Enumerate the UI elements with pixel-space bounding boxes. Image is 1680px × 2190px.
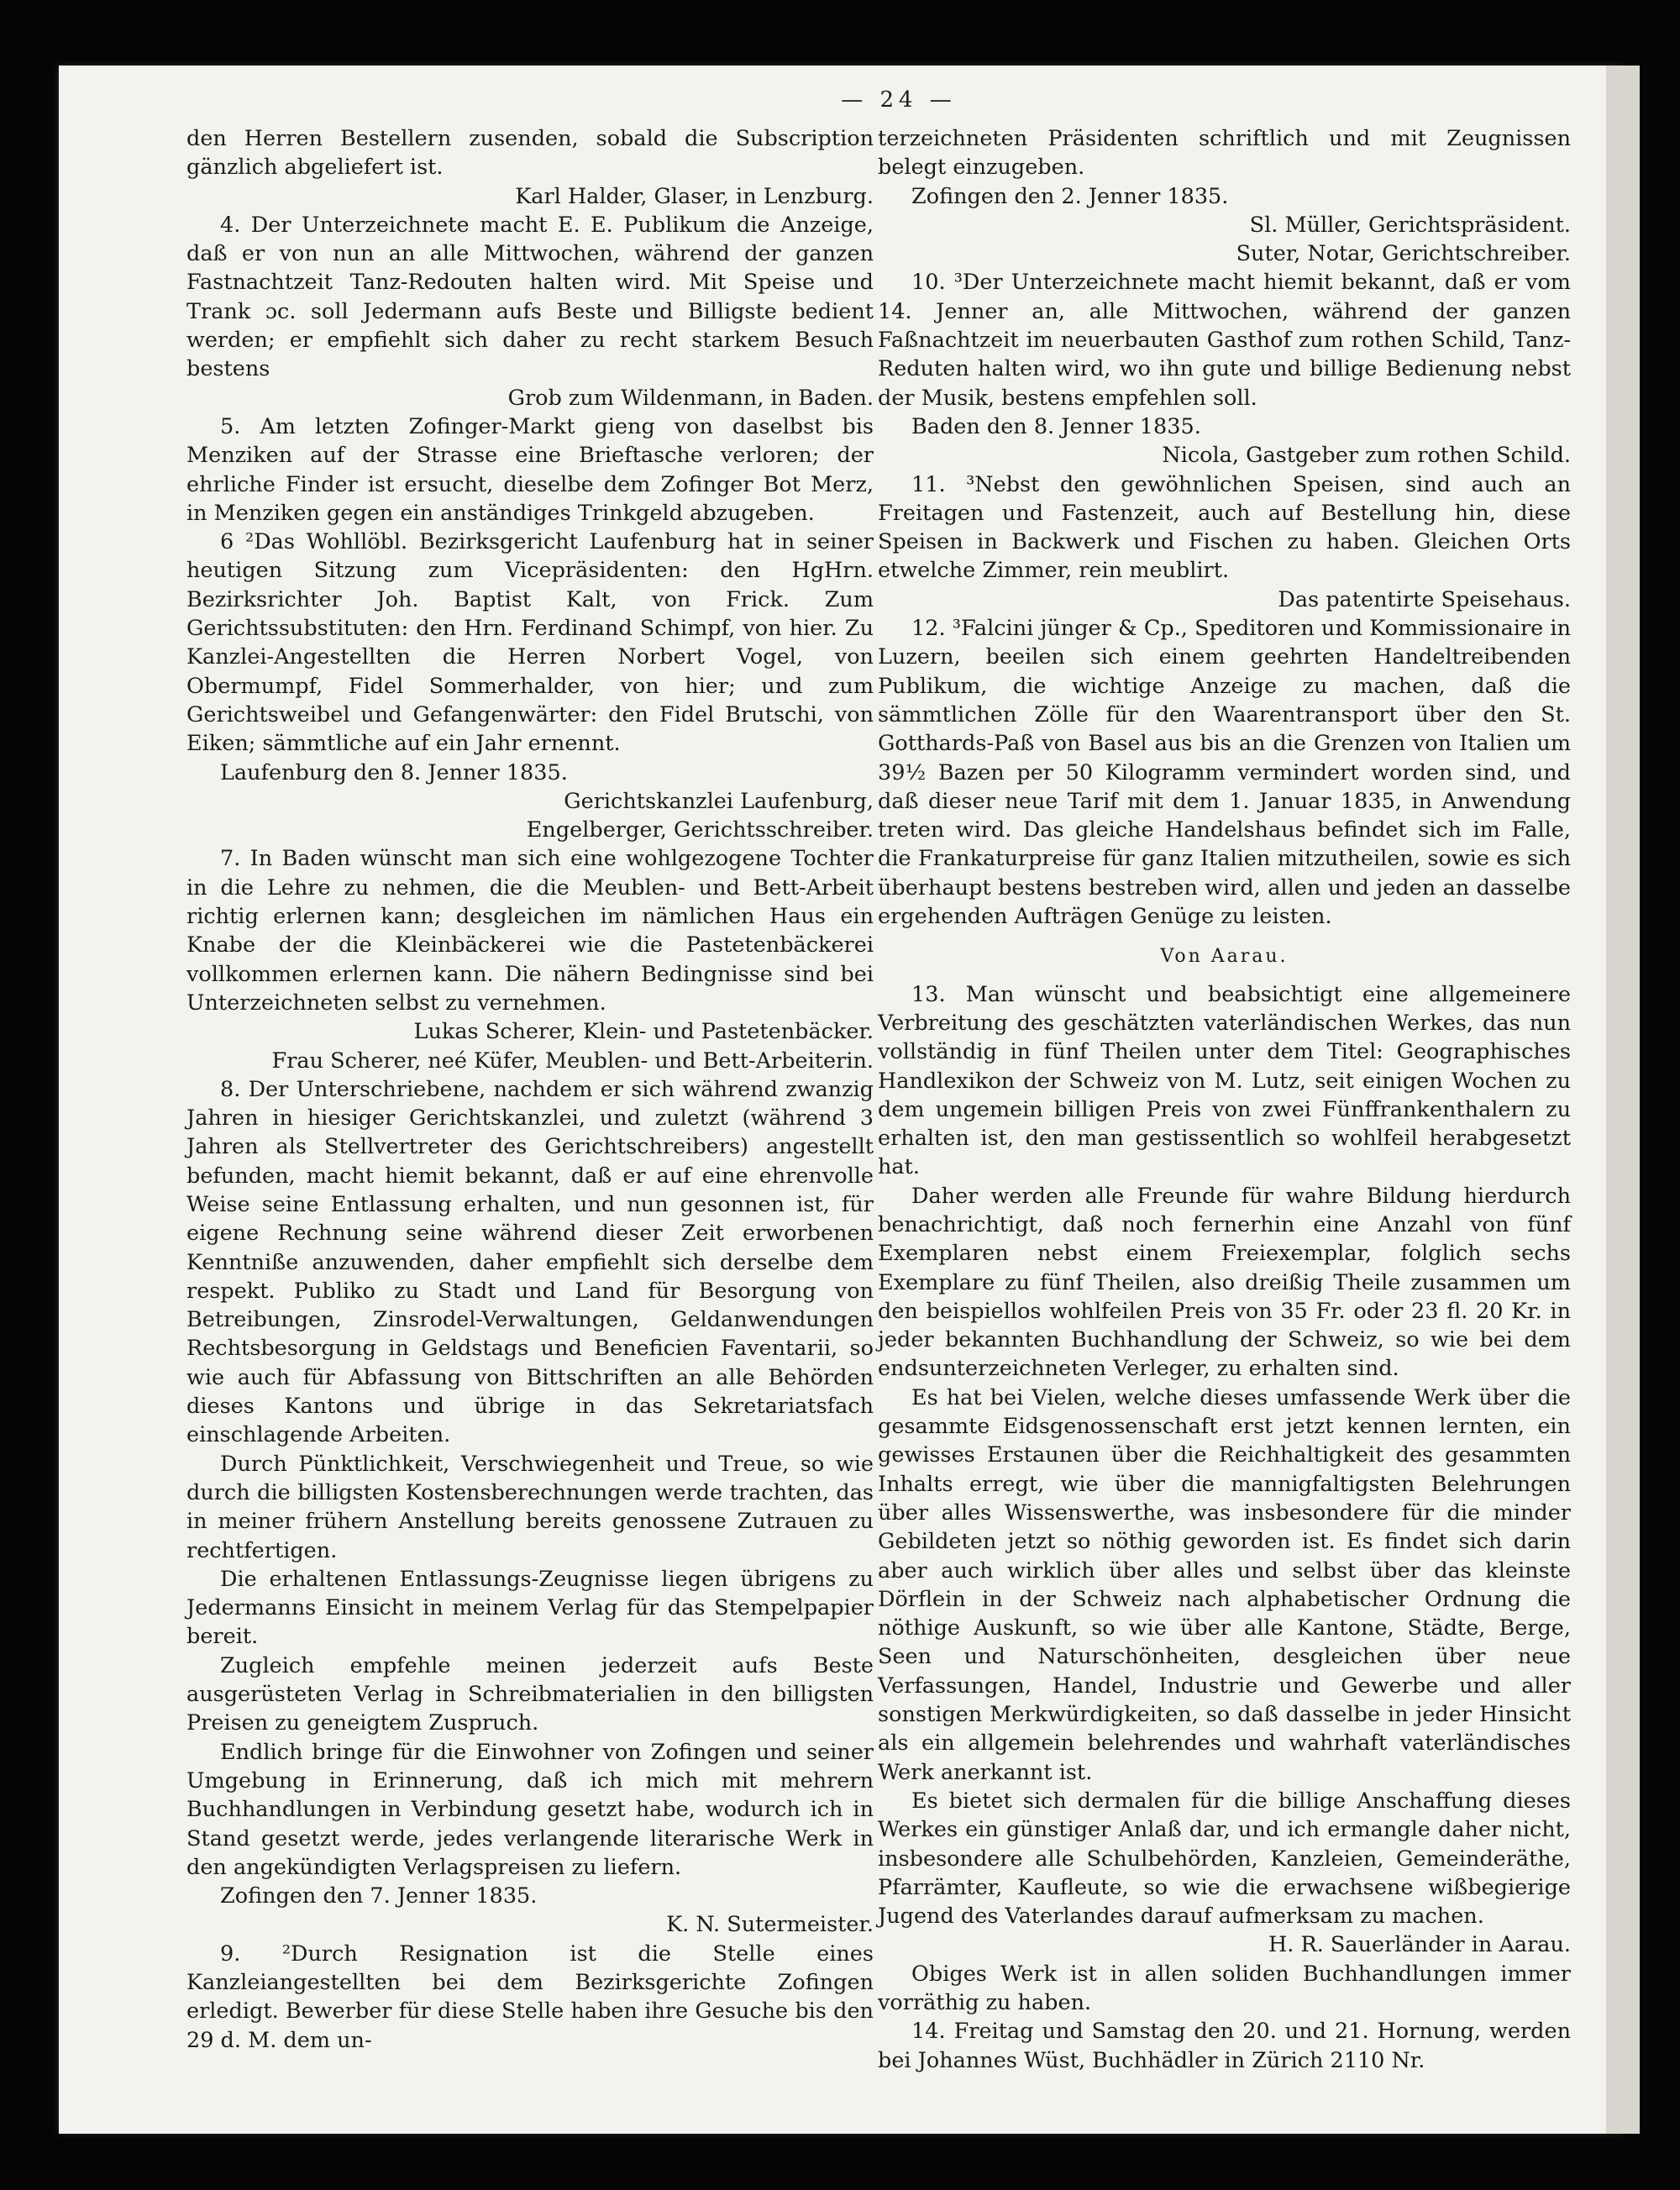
right-paragraph-6: Nicola, Gastgeber zum rothen Schild. xyxy=(1162,443,1571,469)
left-paragraph-8: Engelberger, Gerichtsschreiber. xyxy=(526,817,874,843)
left-paragraph-14: Die erhaltenen Entlassungs-Zeugnisse liegen übrigens zu Jedermanns Einsicht in meinem Verlag für das Stempelpapier bereit. xyxy=(186,1566,874,1650)
left-paragraph-17: Zofingen den 7. Jenner 1835. xyxy=(220,1883,538,1909)
left-paragraph-4: 5. Am letzten Zofinger-Markt gieng von daselbst bis Menziken auf der Strasse eine Brieftasche verloren; der ehrliche Finder ist ersucht, dieselbe dem Zofinger Bot Merz, in Menziken gegen ein anständiges Trinkgeld abzugeben. xyxy=(186,413,874,526)
right-paragraph-9: 12. ³Falcini jünger & Cp., Speditoren und Kommissionaire in Luzern, beeilen sich einem geehrten Handeltreibenden Publikum, die wichtige Anzeige zu machen, daß die sämmtlichen Zölle für den Waarentransport über den St. Gotthards-Paß von Basel aus bis an die Grenzen von Italien um 39½ Bazen per 50 Kilogramm vermindert worden sind, und daß dieser neue Tarif mit dem 1. Januar 1835, in Anwendung treten wird. Das gleiche Handelshaus befindet sich im Falle, die Frankaturpreise für ganz Italien mitzutheilen, sowie es sich überhaupt bestens bestreben wird, allen und jeden an dasselbe ergehenden Aufträgen Genüge zu leisten. xyxy=(878,616,1571,930)
left-paragraph-11: Frau Scherer, neé Küfer, Meublen- und Bett-Arbeiterin. xyxy=(271,1048,874,1074)
left-paragraph-2: 4. Der Unterzeichnete macht E. E. Publikum die Anzeige, daß er von nun an alle Mittwochen, während der ganzen Fastnachtzeit Tanz-Redouten halten wird. Mit Speise und Trank ɔc. soll Jedermann aufs Beste und Billigste bedient werden; er empfiehlt sich daher zu recht starkem Besuch bestens xyxy=(186,212,874,382)
left-paragraph-9: 7. In Baden wünscht man sich eine wohlgezogene Tochter in die Lehre zu nehmen, die die Meublen- und Bett-Arbeit richtig erlernen kann; desgleichen im nämlichen Haus ein Knabe der die Kleinbäckerei wie die Pastetenbäckerei vollkommen erlernen kann. Die nähern Bedingnisse sind bei Unterzeichneten selbst zu vernehmen. xyxy=(186,846,874,1016)
left-paragraph-3: Grob zum Wildenmann, in Baden. xyxy=(507,385,874,411)
right-paragraph-15: H. R. Sauerländer in Aarau. xyxy=(1268,1932,1571,1958)
right-paragraph-4: 10. ³Der Unterzeichnete macht hiemit bekannt, daß er vom 14. Jenner an, alle Mittwochen, während der ganzen Faßnachtzeit im neuerbauten Gasthof zum rothen Schild, Tanz-Reduten halten wird, wo ihn gute und billige Bedienung nebst der Musik, bestens empfehlen soll. xyxy=(878,270,1571,411)
left-paragraph-1: Karl Halder, Glaser, in Lenzburg. xyxy=(515,183,874,209)
right-paragraph-12: Daher werden alle Freunde für wahre Bildung hierdurch benachrichtigt, daß noch fernerhin eine Anzahl von fünf Exemplaren nebst einem Freiexemplar, folglich sechs Exemplare zu fünf Theilen, also dreißig Theile zusammen um den beispiellos wohlfeilen Preis von 35 Fr. oder 23 fl. 20 Kr. in jeder bekannten Buchhandlung der Schweiz, so wie bei dem endsunterzeichneten Verleger, zu erhalten sind. xyxy=(878,1183,1571,1382)
next-page-edge xyxy=(1606,66,1640,2134)
right-paragraph-16: Obiges Werk ist in allen soliden Buchhandlungen immer vorräthig zu haben. xyxy=(878,1961,1571,2015)
left-paragraph-6: Laufenburg den 8. Jenner 1835. xyxy=(220,759,568,785)
right-paragraph-11: 13. Man wünscht und beabsichtigt eine allgemeinere Verbreitung des geschätzten vaterländischen Werkes, das nun vollständig in fünf Theilen unter dem Titel: Geographisches Handlexikon der Schweiz von M. Lutz, seit einigen Wochen zu dem ungemein billigen Preis von zwei Fünffrankenthalern zu erhalten ist, den man gestissentlich so wohlfeil herabgesetzt hat. xyxy=(878,981,1571,1180)
right-paragraph-14: Es bietet sich dermalen für die billige Anschaffung dieses Werkes ein günstiger Anlaß dar, und ich ermangle daher nicht, insbesondere alle Schulbehörden, Kanzleien, Gemeinderäthe, Pfarrämter, Kaufleute, so wie die erwachsene wißbegierige Jugend des Vaterlandes darauf aufmerksam zu machen. xyxy=(878,1788,1571,1930)
right-paragraph-3: Suter, Notar, Gerichtschreiber. xyxy=(1236,241,1571,267)
right-paragraph-0: terzeichneten Präsidenten schriftlich und mit Zeugnissen belegt einzugeben. xyxy=(878,126,1571,181)
right-paragraph-13: Es hat bei Vielen, welche dieses umfassende Werk über die gesammte Eidsgenossenschaft erst jetzt kennen lernten, ein gewisses Erstaunen über die Reichhaltigkeit des gesammten Inhalts erregt, wie über die mannigfaltigsten Belehrungen über alles Wissenswerthe, was insbesondere für die minder Gebildeten jetzt so nöthig geworden ist. Es findet sich darin aber auch wirklich über alles und selbst über das kleinste Dörflein in der Schweiz nach alphabetischer Ordnung die nöthige Auskunft, so wie über alle Kantone, Städte, Berge, Seen und Naturschönheiten, desgleichen über neue Verfassungen, Handel, Industrie und Gewerbe und aller sonstigen Merkwürdigkeiten, so daß dasselbe in jeder Hinsicht als ein allgemein belehrendes und wahrhaft vaterländisches Werk anerkannt ist. xyxy=(878,1384,1571,1785)
right-paragraph-7: 11. ³Nebst den gewöhnlichen Speisen, sind auch an Freitagen und Fastenzeit, auch auf Bestellung hin, diese Speisen in Backwerk und Fischen zu haben. Gleichen Orts etwelche Zimmer, rein meublirt. xyxy=(878,471,1571,584)
left-paragraph-13: Durch Pünktlichkeit, Verschwiegenheit und Treue, so wie durch die billigsten Kostensberechnungen werde trachten, das in meiner frühern Anstellung bereits genossene Zutrauen zu rechtfertigen. xyxy=(186,1451,874,1563)
left-paragraph-10: Lukas Scherer, Klein- und Pastetenbäcker. xyxy=(413,1019,874,1045)
left-paragraph-19: 9. ²Durch Resignation ist die Stelle eines Kanzleiangestellten bei dem Bezirksgerichte Zofingen erledigt. Bewerber für diese Stelle haben ihre Gesuche bis den 29 d. M. dem un- xyxy=(186,1941,874,2053)
right-paragraph-8: Das patentirte Speisehaus. xyxy=(1278,586,1571,612)
right-paragraph-17: 14. Freitag und Samstag den 20. und 21. Hornung, werden bei Johannes Wüst, Buchhädler in Zürich 2110 Nr. xyxy=(878,2019,1571,2073)
left-paragraph-5: 6 ²Das Wohllöbl. Bezirksgericht Laufenburg hat in seiner heutigen Sitzung zum Vicepräsidenten: den HgHrn. Bezirksrichter Joh. Baptist Kalt, von Frick. Zum Gerichtssubstituten: den Hrn. Ferdinand Schimpf, von hier. Zu Kanzlei-Angestellten die Herren Norbert Vogel, von Obermumpf, Fidel Sommerhalder, von hier; und zum Gerichtsweibel und Gefangenwärter: den Fidel Brutschi, von Eiken; sämmtliche auf ein Jahr ernennt. xyxy=(186,529,874,757)
left-paragraph-7: Gerichtskanzlei Laufenburg, xyxy=(564,788,874,814)
left-paragraph-16: Endlich bringe für die Einwohner von Zofingen und seiner Umgebung in Erinnerung, daß ich mich mit mehrern Buchhandlungen in Verbindung gesetzt habe, wodurch ich in Stand gesetzt werde, jedes verlangende literarische Werk in den angekündigten Verlagspreisen zu liefern. xyxy=(186,1739,874,1880)
right-column xyxy=(878,124,1571,2075)
left-paragraph-12: 8. Der Unterschriebene, nachdem er sich während zwanzig Jahren in hiesiger Gerichtskanzlei, und zuletzt (während 3 Jahren als Stellvertreter des Gerichtschreibers) angestellt befunden, macht hiemit bekannt, daß er auf eine ehrenvolle Weise seine Entlassung erhalten, und nun gesonnen ist, für eigene Rechnung seine während dieser Zeit erworbenen Kenntniße anzuwenden, daher empfiehlt sich derselbe dem respekt. Publiko zu Stadt und Land für Besorgung von Betreibungen, Zinsrodel-Verwaltungen, Geldanwendungen Rechtsbesorgung in Geldstags und Beneficien Faventarii, so wie auch für Abfassung von Bittschriften an alle Behörden dieses Kantons und übrige in das Sekretariatsfach einschlagende Arbeiten. xyxy=(186,1076,874,1448)
page-number: — 24 — xyxy=(841,87,957,113)
right-paragraph-5: Baden den 8. Jenner 1835. xyxy=(911,413,1201,439)
left-paragraph-0: den Herren Bestellern zusenden, sobald die Subscription gänzlich abgeliefert ist. xyxy=(186,126,874,181)
left-paragraph-18: K. N. Sutermeister. xyxy=(666,1912,874,1938)
left-column xyxy=(186,124,874,2055)
right-paragraph-10: Von Aarau. xyxy=(1160,946,1289,968)
right-paragraph-1: Zofingen den 2. Jenner 1835. xyxy=(911,183,1229,209)
right-paragraph-2: Sl. Müller, Gerichtspräsident. xyxy=(1249,212,1571,238)
left-paragraph-15: Zugleich empfehle meinen jederzeit aufs Beste ausgerüsteten Verlag in Schreibmaterialien in den billigsten Preisen zu geneigtem Zuspruch. xyxy=(186,1652,874,1736)
